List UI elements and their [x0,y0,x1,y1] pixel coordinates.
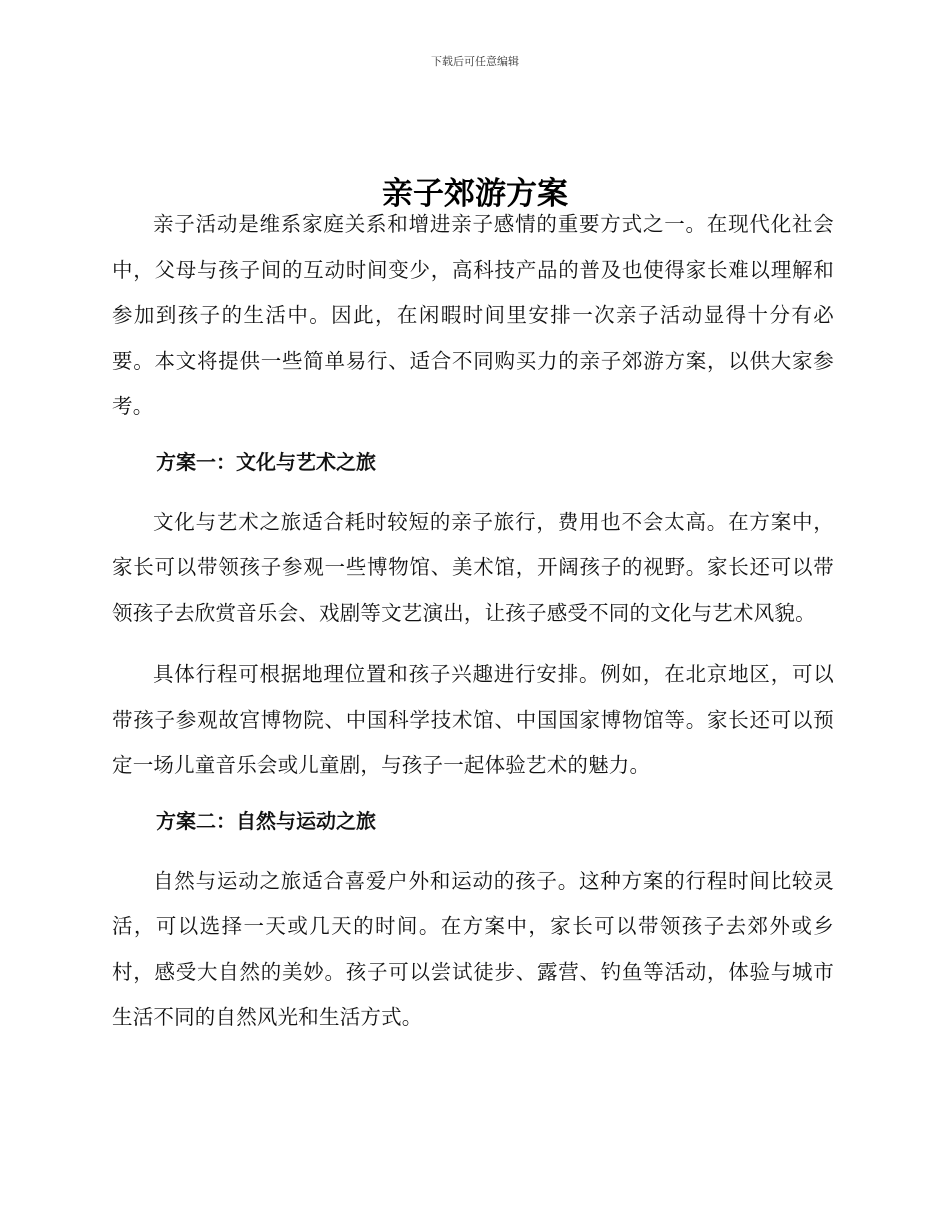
plan1-paragraph-2: 具体行程可根据地理位置和孩子兴趣进行安排。例如，在北京地区，可以带孩子参观故宫博物院、中国科学技术馆、中国国家博物馆等。家长还可以预定一场儿童音乐会或儿童剧，与孩子一起体验艺术的魅力。 [112,662,834,777]
plan2-paragraph-1: 自然与运动之旅适合喜爱户外和运动的孩子。这种方案的行程时间比较灵活，可以选择一天或几天的时间。在方案中，家长可以带领孩子去郊外或乡村，感受大自然的美妙。孩子可以尝试徒步、露营、钓鱼等活动，体验与城市生活不同的自然风光和生活方式。 [112,868,834,1029]
plan1-heading: 方案一：文化与艺术之旅 [156,449,376,474]
document-body [112,202,834,1041]
plan2-heading: 方案二：自然与运动之旅 [156,808,376,833]
page-title: 亲子郊游方案 [382,175,568,212]
header-note: 下载后可任意编辑 [431,55,519,68]
plan1-paragraph-1: 文化与艺术之旅适合耗时较短的亲子旅行，费用也不会太高。在方案中，家长可以带领孩子参观一些博物馆、美术馆，开阔孩子的视野。家长还可以带领孩子去欣赏音乐会、戏剧等文艺演出，让孩子感受不同的文化与艺术风貌。 [112,509,834,625]
intro-paragraph: 亲子活动是维系家庭关系和增进亲子感情的重要方式之一。在现代化社会中，父母与孩子间的互动时间变少，高科技产品的普及也使得家长难以理解和参加到孩子的生活中。因此，在闲暇时间里安排一次亲子活动显得十分有必要。本文将提供一些简单易行、适合不同购买力的亲子郊游方案，以供大家参考。 [112,212,834,418]
